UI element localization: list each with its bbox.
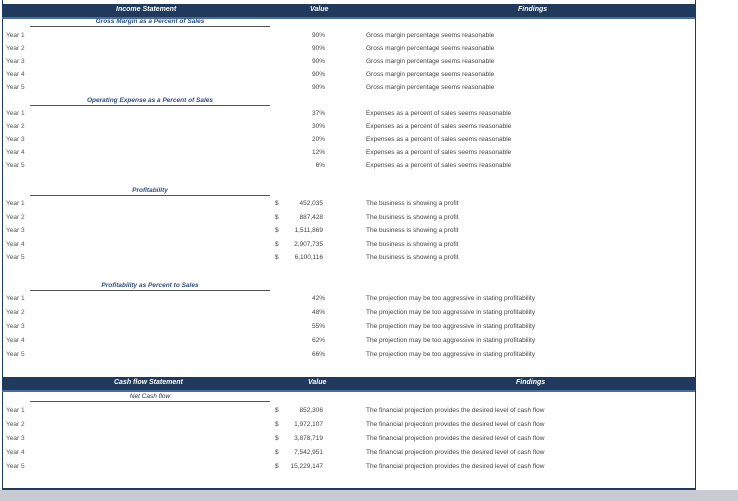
table-row [0,214,738,224]
value-cell: 90% [311,84,325,91]
table-row [0,136,738,146]
year-label: Year 3 [6,435,25,442]
value-cell: 12% [311,149,325,156]
finding-cell: Gross margin percentage seems reasonable [366,45,495,52]
table-row [0,254,738,264]
finding-cell: The projection may be too aggressive in stating profitability [366,337,536,344]
income-statement-title: Income Statement [116,6,177,13]
gross-margin-title: Gross Margin as a Percent of Sales [30,18,270,27]
finding-cell: The business is showing a profit [366,200,459,207]
finding-cell: The business is showing a profit [366,254,459,261]
value-cell: 6% [315,162,325,169]
year-label: Year 3 [6,227,25,234]
year-label: Year 3 [6,136,25,143]
finding-cell: The projection may be too aggressive in stating profitability [366,351,536,358]
table-row [0,463,738,473]
cash-flow-header [2,377,695,392]
year-label: Year 2 [6,421,25,428]
value-cell: 887,428 [299,213,323,221]
table-row [0,71,738,81]
table-row [0,32,738,42]
currency-symbol: $ [275,407,279,414]
value-cell: 452,035 [299,200,323,207]
year-label: Year 2 [6,123,25,130]
currency-symbol: $ [275,227,279,234]
finding-cell: Gross margin percentage seems reasonable [366,58,495,65]
value-cell: 1,972,107 [294,421,323,428]
value-cell: 90% [311,32,325,39]
currency-symbol: $ [275,435,279,442]
table-row [0,162,738,172]
value-cell: 90% [311,58,325,65]
value-cell: 3,878,719 [294,435,323,442]
year-label: Year 2 [6,213,25,221]
cash-flow-title: Cash flow Statement [114,379,183,386]
finding-cell: Expenses as a percent of sales seems reasonable [366,136,512,143]
year-label: Year 1 [6,200,25,207]
finding-cell: Expenses as a percent of sales seems reasonable [366,110,512,117]
finding-cell: The financial projection provides the desired level of cash flow [366,407,545,414]
table-row [0,149,738,159]
findings-column-header: Findings [518,6,548,13]
finding-cell: Expenses as a percent of sales seems reasonable [366,123,512,130]
table-row [0,337,738,347]
finding-cell: Expenses as a percent of sales seems reasonable [366,149,512,156]
value-cell: 48% [311,309,325,316]
table-row [0,227,738,237]
finding-cell: Gross margin percentage seems reasonable [366,32,495,39]
finding-cell: The financial projection provides the desired level of cash flow [366,435,545,442]
table-row [0,449,738,459]
year-label: Year 5 [6,162,25,169]
value-cell: 30% [311,123,325,130]
table-row [0,421,738,431]
table-row [0,309,738,319]
profitability-title: Profitability [30,187,270,196]
table-row [0,45,738,55]
table-row [0,58,738,68]
table-row [0,323,738,333]
currency-symbol: $ [275,213,279,221]
table-row [0,295,738,305]
net-cash-flow-title: Net Cash flow [30,393,270,402]
finding-cell: The financial projection provides the desired level of cash flow [366,463,545,470]
finding-cell: Gross margin percentage seems reasonable [366,84,495,91]
year-label: Year 5 [6,351,25,358]
year-label: Year 1 [6,110,25,117]
horizontal-scrollbar[interactable] [0,490,738,501]
value-cell: 1,511,869 [294,227,323,234]
cash-flow-findings-column-header: Findings [516,379,546,386]
year-label: Year 3 [6,323,25,330]
currency-symbol: $ [275,463,279,470]
year-label: Year 5 [6,254,25,261]
value-cell: 7,542,951 [294,449,323,456]
value-cell: 20% [311,136,325,143]
currency-symbol: $ [275,240,279,248]
cash-flow-value-column-header: Value [308,379,327,386]
income-statement-header [2,4,695,19]
year-label: Year 4 [6,337,25,344]
year-label: Year 5 [6,84,25,91]
year-label: Year 1 [6,295,25,302]
table-row [0,110,738,120]
table-row [0,435,738,445]
year-label: Year 4 [6,240,25,248]
year-label: Year 4 [6,149,25,156]
year-label: Year 2 [6,309,25,316]
operating-expense-title: Operating Expense as a Percent of Sales [30,97,270,106]
value-cell: 852,306 [299,407,323,414]
table-row [0,84,738,94]
value-cell: 6,100,116 [294,254,323,261]
value-cell: 2,907,735 [294,240,323,248]
finding-cell: The financial projection provides the desired level of cash flow [366,421,545,428]
finding-cell: The business is showing a profit [366,213,459,221]
table-row [0,241,738,251]
value-cell: 55% [311,323,325,330]
value-cell: 90% [311,45,325,52]
year-label: Year 2 [6,45,25,52]
year-label: Year 3 [6,58,25,65]
table-row [0,407,738,417]
year-label: Year 1 [6,407,25,414]
finding-cell: Expenses as a percent of sales seems reasonable [366,162,512,169]
finding-cell: The projection may be too aggressive in stating profitability [366,323,536,330]
finding-cell: The projection may be too aggressive in stating profitability [366,295,536,302]
table-row [0,351,738,361]
table-row [0,123,738,133]
value-cell: 42% [311,295,325,302]
year-label: Year 5 [6,463,25,470]
year-label: Year 1 [6,32,25,39]
value-column-header: Value [310,6,329,13]
profitability-pct-title: Profitability as Percent to Sales [30,282,270,291]
finding-cell: The projection may be too aggressive in stating profitability [366,309,536,316]
currency-symbol: $ [275,200,279,207]
finding-cell: The financial projection provides the desired level of cash flow [366,449,545,456]
currency-symbol: $ [275,254,279,261]
value-cell: 62% [311,337,325,344]
finding-cell: The business is showing a profit [366,227,459,234]
finding-cell: The business is showing a profit [366,240,459,248]
currency-symbol: $ [275,421,279,428]
value-cell: 15,229,147 [290,463,323,470]
value-cell: 66% [311,351,325,358]
currency-symbol: $ [275,449,279,456]
value-cell: 37% [311,110,325,117]
year-label: Year 4 [6,71,25,78]
value-cell: 90% [311,71,325,78]
table-row [0,200,738,210]
year-label: Year 4 [6,449,25,456]
finding-cell: Gross margin percentage seems reasonable [366,71,495,78]
